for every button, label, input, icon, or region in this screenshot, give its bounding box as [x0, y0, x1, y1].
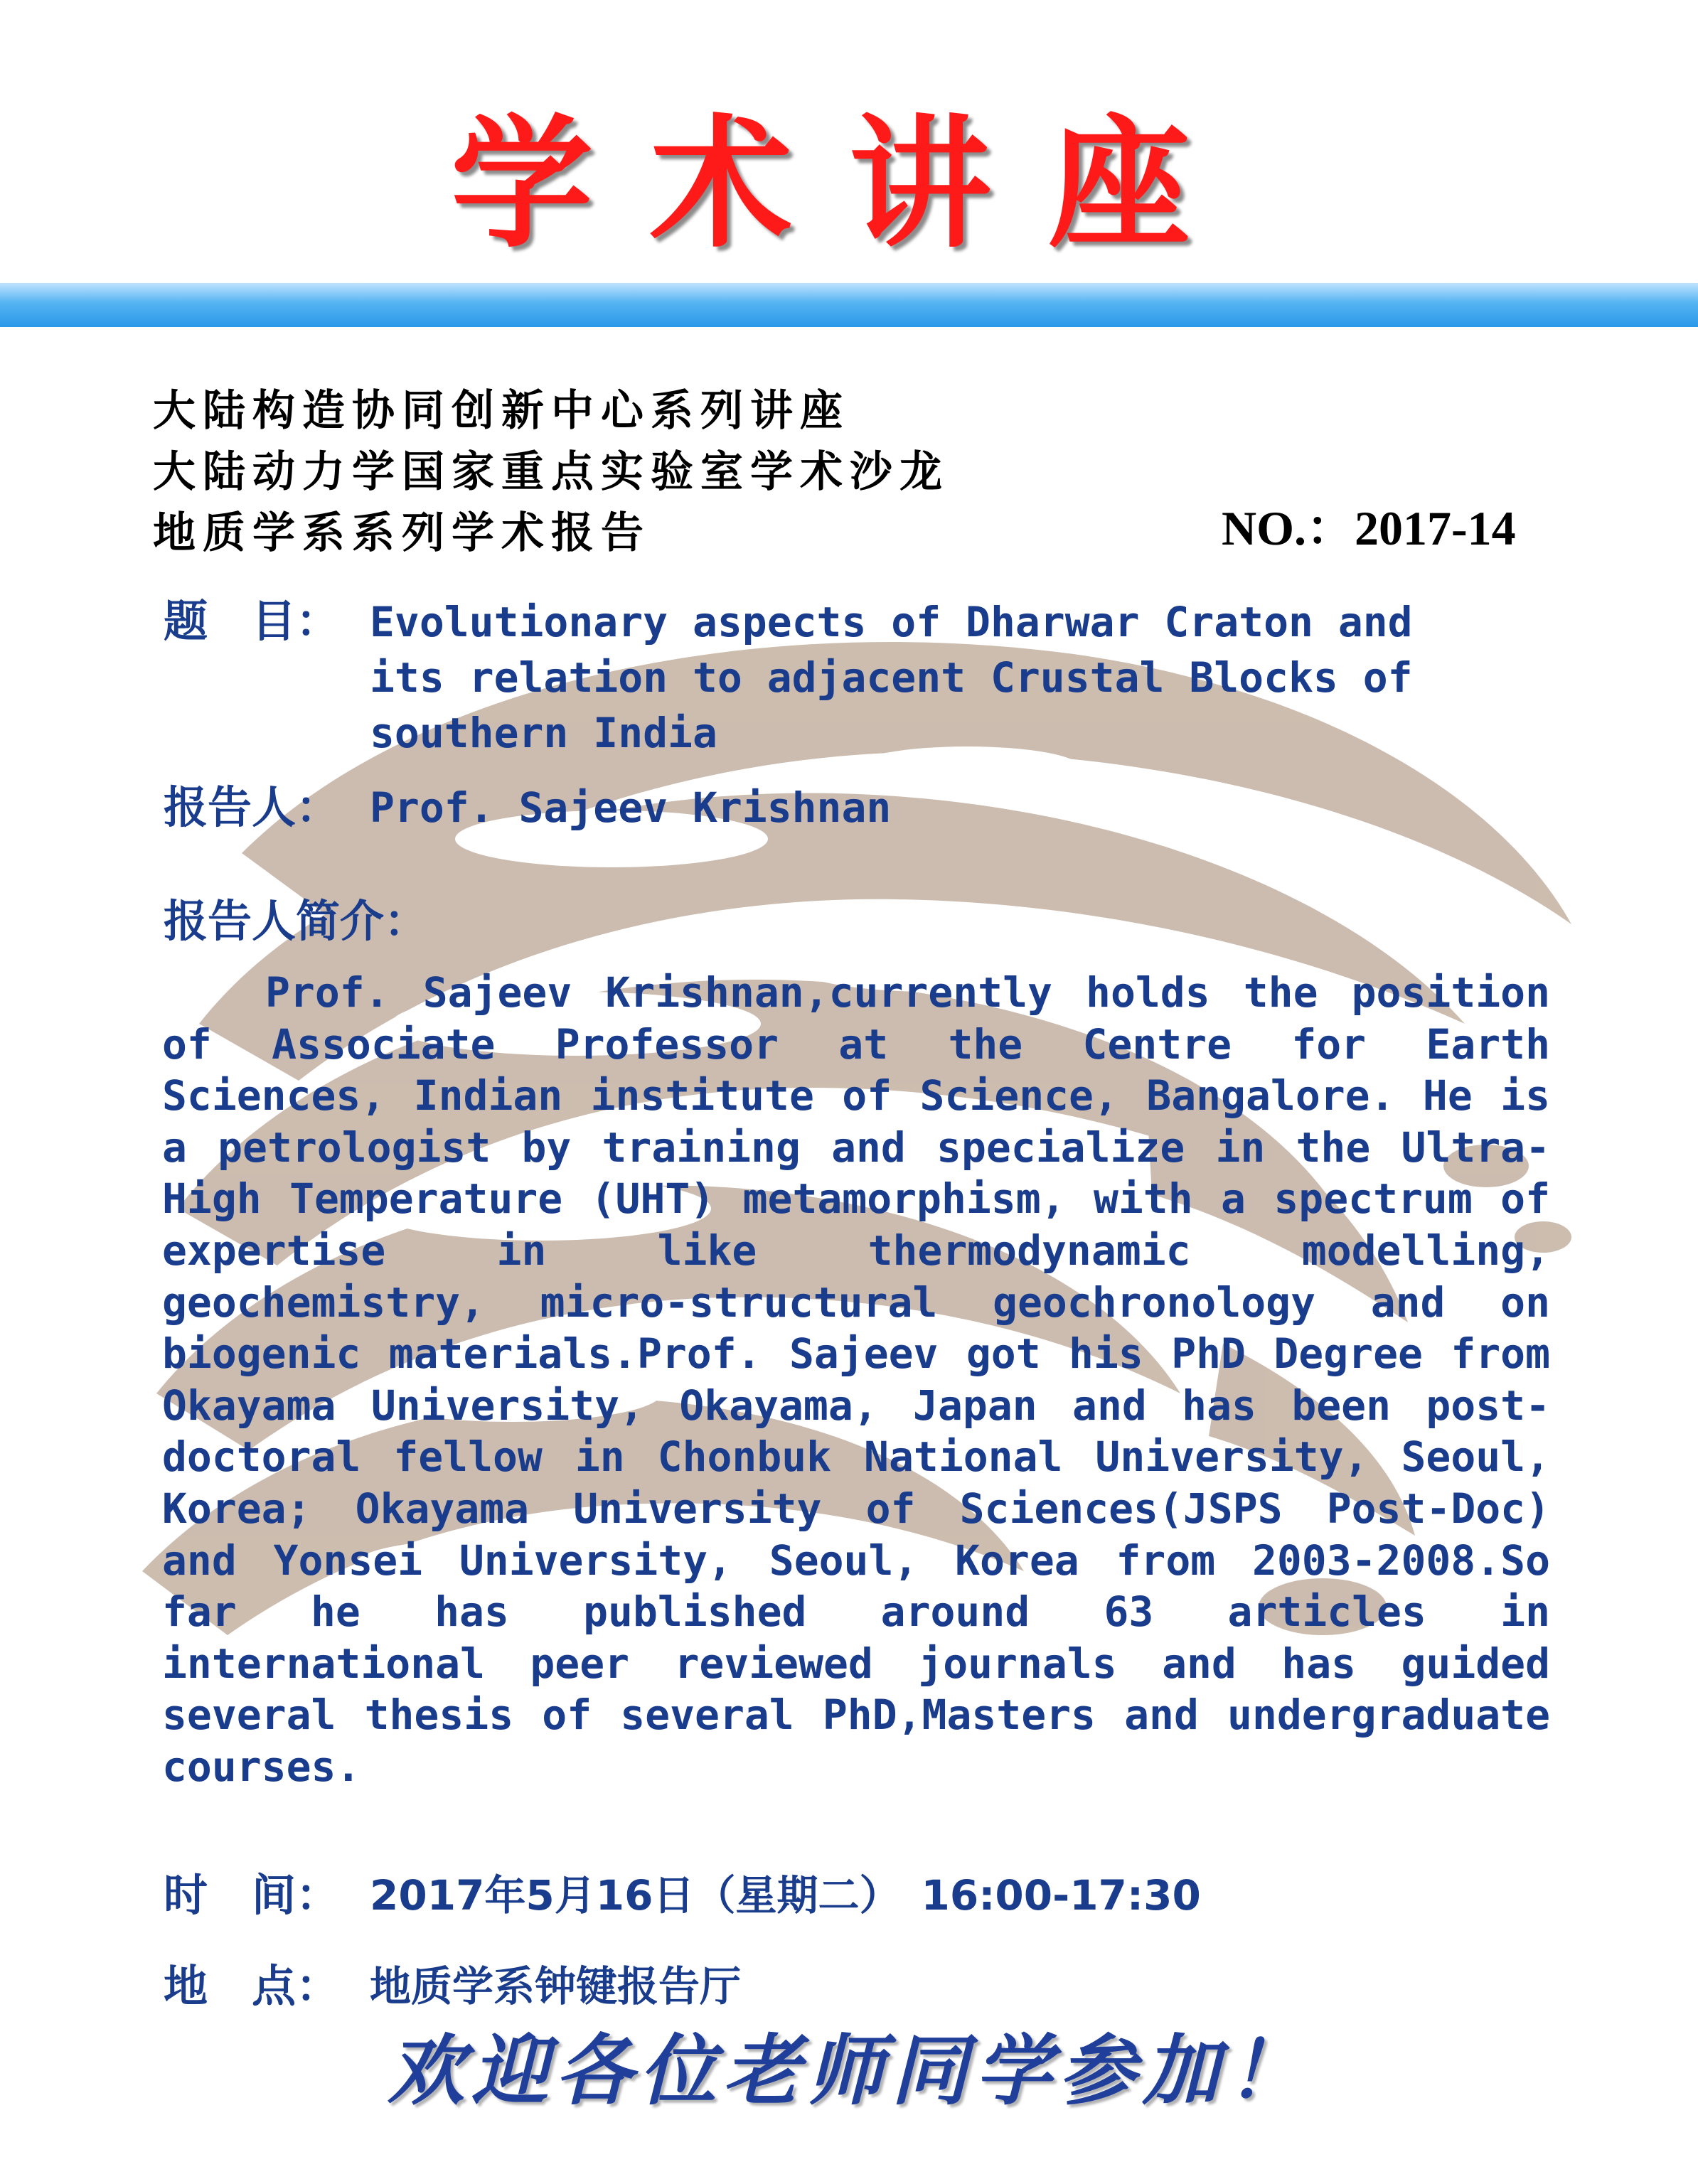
bio-label: 报告人简介：	[164, 895, 429, 947]
poster-title: 学术讲座	[450, 102, 1247, 267]
welcome-message: 欢迎各位老师同学参加！	[387, 2026, 1310, 2116]
series-line-1: 大陆构造协同创新中心系列讲座	[153, 386, 850, 436]
lecture-time: 2017年5月16日（星期二） 16:00-17:30	[370, 1871, 1201, 1920]
series-line-3: 地质学系系列学术报告	[153, 508, 651, 558]
lecture-place: 地质学系钟键报告厅	[370, 1962, 742, 2011]
time-label: 时 间：	[164, 1869, 341, 1921]
speaker-label: 报告人：	[164, 781, 341, 833]
lecture-series-list	[153, 380, 1148, 564]
lecture-number: NO.：2017-14	[1222, 501, 1516, 555]
place-label: 地 点：	[164, 1960, 341, 2012]
title-label: 题 目：	[164, 595, 341, 647]
lecture-title: Evolutionary aspects of Dharwar Craton and its relation to adjacent Crustal Blocks of southern India	[370, 598, 1413, 757]
series-line-2: 大陆动力学国家重点实验室学术沙龙	[153, 447, 949, 497]
header-divider-band	[0, 283, 1698, 327]
speaker-name: Prof. Sajeev Krishnan	[370, 783, 892, 832]
speaker-bio: Prof. Sajeev Krishnan,currently holds the position of Associate Professor at the Centre for Earth Sciences, Indian institute of Science, Bangalore. He is a petrologist by training and specialize in the Ultra-High Temperature (UHT) metamorphism, with a spectrum of expertise in like thermodynamic modelling, geochemistry, micro-structural geochronology and on biogenic materials.Prof. Sajeev got his PhD Degree from Okayama University, Okayama, Japan and has been post-doctoral fellow in Chonbuk National University, Seoul, Korea; Okayama University of Sciences(JSPS Post-Doc) and Yonsei University, Seoul, Korea from 2003-2008.So far he has published around 63 articles in international peer reviewed journals and has guided several thesis of several PhD,Masters and undergraduate courses.	[162, 968, 1550, 1791]
